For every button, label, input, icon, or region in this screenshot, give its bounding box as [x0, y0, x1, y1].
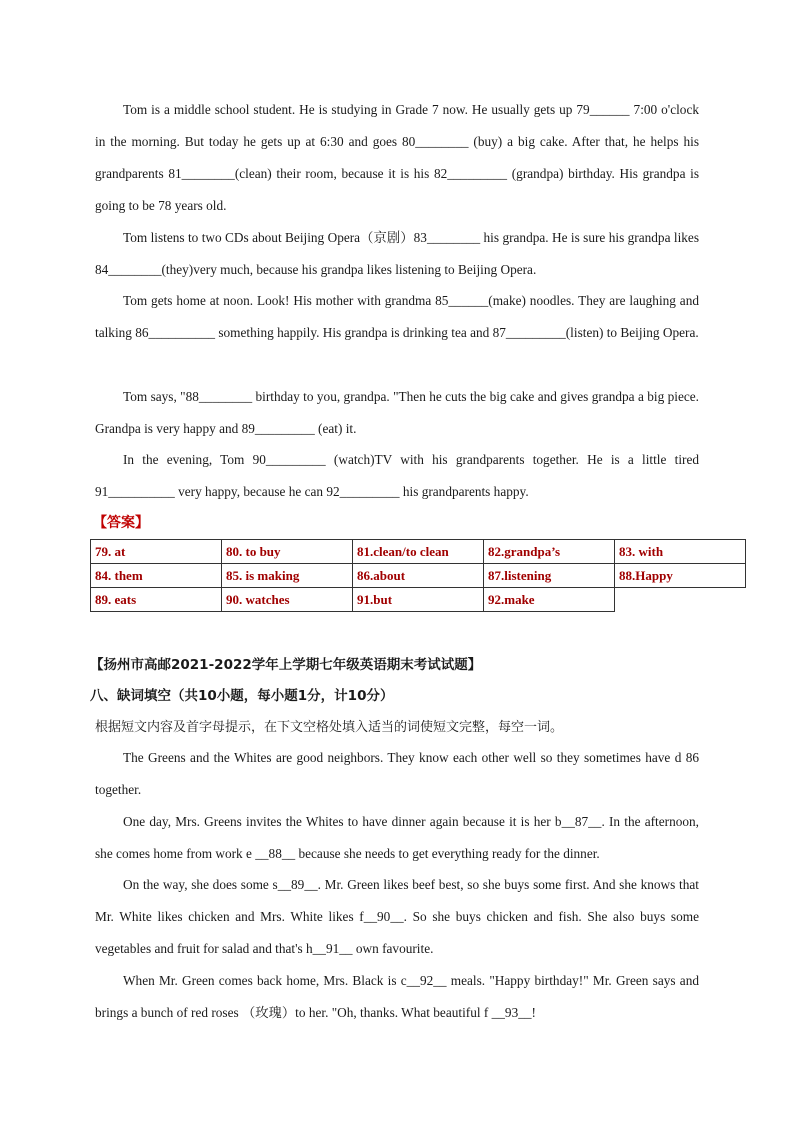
paragraph: On the way, she does some s__89__. Mr. Green likes beef best, so she buys some first. And she knows that Mr. White likes chicken and Mrs. White likes f__90__. So she buys chicken and fish. She also buys some vegetables and fruit for salad and that's h__91__ own favourite. [95, 877, 699, 956]
answer-heading: 【答案】 [93, 515, 149, 531]
answer-cell: 84. them [91, 564, 222, 588]
answer-cell: 82.grandpa’s [484, 540, 615, 564]
answer-cell: 90. watches [222, 588, 353, 612]
table-row [91, 564, 746, 588]
answer-table [90, 539, 746, 612]
answer-cell: 80. to buy [222, 540, 353, 564]
paragraph: In the evening, Tom 90_________ (watch)TV with his grandparents together. He is a little tired 91__________ very happy, because he can 92_________ his grandparents happy. [95, 452, 699, 499]
section-title: 【扬州市高邮2021-2022学年上学期七年级英语期末考试试题】 [90, 657, 482, 673]
answer-cell: 88.Happy [615, 564, 746, 588]
table-row [91, 540, 746, 564]
answer-cell: 91.but [353, 588, 484, 612]
answer-cell: 85. is making [222, 564, 353, 588]
table-row [91, 588, 746, 612]
answer-cell: 86.about [353, 564, 484, 588]
paragraph: Tom is a middle school student. He is studying in Grade 7 now. He usually gets up 79______ 7:00 o'clock in the morning. But today he gets up at 6:30 and goes 80________ (buy) a big cake. After that, he helps his grandparents 81________(clean) their room, because it is his 82_________ (grandpa) birthday. His grandpa is going to be 78 years old. [95, 102, 699, 213]
answer-cell: 87.listening [484, 564, 615, 588]
paragraph: The Greens and the Whites are good neighbors. They know each other well so they sometimes have d 86 together. [95, 750, 699, 797]
answer-cell: 83. with [615, 540, 746, 564]
empty-cell [615, 588, 746, 612]
answer-cell: 81.clean/to clean [353, 540, 484, 564]
answer-cell: 89. eats [91, 588, 222, 612]
paragraph: Tom listens to two CDs about Beijing Opera（京剧）83________ his grandpa. He is sure his grandpa likes 84________(they)very much, because his grandpa likes listening to Beijing Opera. [95, 230, 699, 277]
paragraph: Tom gets home at noon. Look! His mother with grandma 85______(make) noodles. They are laughing and talking 86__________ something happily. His grandpa is drinking tea and 87_________(listen) to Beijing Opera. [95, 293, 699, 340]
section-subtitle: 八、缺词填空（共10小题，每小题1分，计10分） [90, 688, 394, 704]
paragraph: Tom says, "88________ birthday to you, grandpa. "Then he cuts the big cake and gives grandpa a big piece. Grandpa is very happy and 89_________ (eat) it. [95, 389, 699, 436]
answer-cell: 79. at [91, 540, 222, 564]
answer-cell: 92.make [484, 588, 615, 612]
paragraph: When Mr. Green comes back home, Mrs. Black is c__92__ meals. "Happy birthday!" Mr. Green says and brings a bunch of red roses （玫瑰）to her. "Oh, thanks. What beautiful f __93__! [95, 973, 699, 1020]
paragraph: One day, Mrs. Greens invites the Whites to have dinner again because it is her b__87__. In the afternoon, she comes home from work e __88__ because she needs to get everything ready for the dinner. [95, 814, 699, 861]
section-instruction: 根据短文内容及首字母提示，在下文空格处填入适当的词使短文完整，每空一词。 [95, 720, 564, 735]
